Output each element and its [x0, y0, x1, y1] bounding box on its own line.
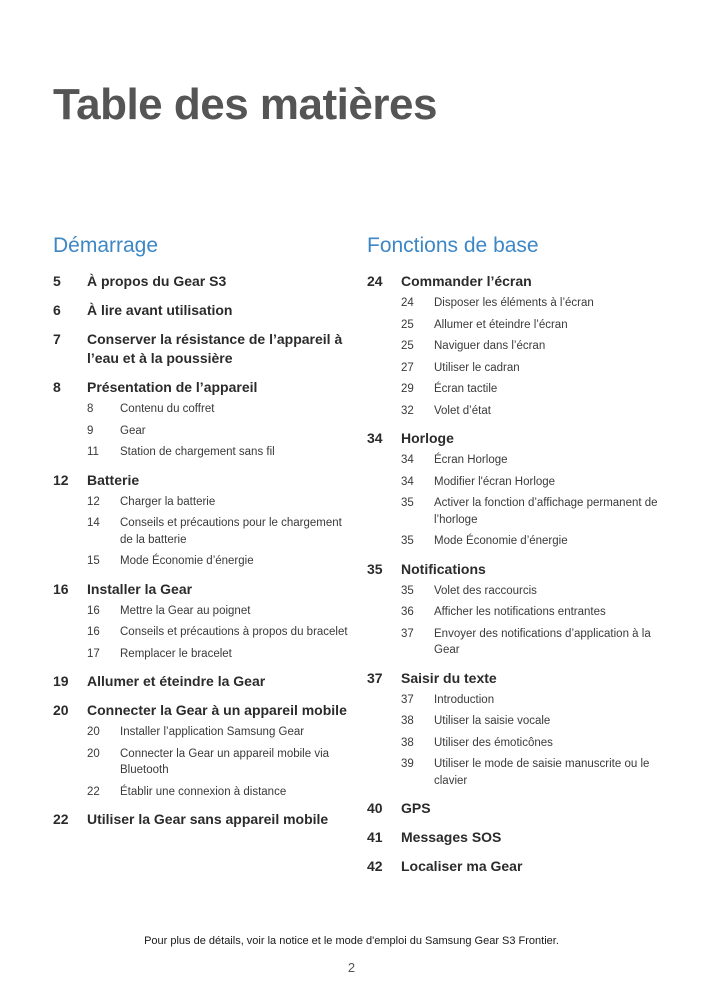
toc-entry-page-number: 8	[53, 379, 61, 395]
toc-subentry[interactable]	[401, 295, 667, 312]
toc-subentry[interactable]	[87, 724, 353, 741]
toc-entry[interactable]	[367, 799, 667, 818]
toc-subentry-page-number: 17	[87, 647, 100, 660]
toc-entry-link[interactable]: Messages SOS	[401, 829, 502, 845]
toc-subentry[interactable]	[401, 381, 667, 398]
toc-subentry-list	[401, 583, 667, 659]
toc-subentry-page-number: 36	[401, 606, 414, 618]
toc-entry-page-number: 22	[53, 811, 69, 827]
toc-entries	[53, 272, 353, 829]
toc-subentry[interactable]	[401, 735, 667, 752]
toc-entry-link[interactable]: Installer la Gear	[87, 580, 193, 597]
toc-subentry-link[interactable]: Disposer les éléments à l’écran	[434, 297, 594, 309]
toc-subentry-link[interactable]: Activer la fonction d’affichage permanent de l’horloge	[434, 497, 658, 526]
toc-subentry-page-number: 25	[401, 318, 414, 331]
toc-subentry-link[interactable]: Utiliser le cadran	[434, 361, 520, 374]
toc-subentry-list	[87, 401, 353, 461]
toc-subentry-page-number: 14	[87, 517, 100, 529]
toc-subentry-link[interactable]: Conseils et précautions pour le chargement de la batterie	[120, 517, 342, 546]
toc-subentry[interactable]	[401, 692, 667, 709]
section-heading: Fonctions de base	[367, 234, 539, 257]
toc-subentry[interactable]	[401, 360, 667, 377]
toc-subentry-page-number: 8	[87, 403, 94, 415]
toc-subentry-page-number: 35	[401, 535, 414, 547]
toc-subentry-list	[87, 603, 353, 663]
toc-entry-page-number: 19	[53, 673, 69, 689]
toc-entry-link[interactable]: Batterie	[87, 471, 140, 488]
toc-entry-page-number: 35	[367, 560, 383, 577]
toc-subentry-list	[87, 724, 353, 800]
toc-entry[interactable]	[53, 810, 353, 829]
toc-entry-block	[367, 669, 667, 790]
toc-entry-link[interactable]: À propos du Gear S3	[87, 273, 227, 289]
toc-entry-link[interactable]: Conserver la résistance de l’appareil à l’eau et à la poussière	[87, 331, 343, 366]
toc-entry[interactable]	[367, 429, 667, 448]
footer-note: Pour plus de détails, voir la notice et le mode d'emploi du Samsung Gear S3 Frontier.	[144, 935, 559, 947]
toc-entry-link[interactable]: Localiser ma Gear	[401, 858, 523, 874]
toc-subentry-list	[87, 494, 353, 570]
toc-entry-link[interactable]: Commander l’écran	[401, 273, 532, 289]
toc-column-demarrage	[53, 232, 353, 839]
toc-entry-block	[53, 672, 353, 691]
toc-subentry[interactable]	[401, 604, 667, 621]
toc-subentry[interactable]	[401, 626, 667, 659]
toc-entries	[367, 272, 667, 876]
toc-entry[interactable]	[367, 857, 667, 876]
toc-entry-block	[53, 580, 353, 663]
toc-subentry[interactable]	[87, 746, 353, 779]
toc-subentry[interactable]	[87, 603, 353, 620]
toc-entry-block	[367, 560, 667, 659]
toc-entry-link[interactable]: Horloge	[401, 430, 454, 446]
toc-entry[interactable]	[53, 471, 353, 490]
toc-subentry-link[interactable]: Volet des raccourcis	[434, 584, 537, 597]
toc-subentry-page-number: 27	[401, 361, 414, 374]
toc-column-fonctions-de-base	[367, 232, 667, 886]
toc-entry-link[interactable]: À lire avant utilisation	[87, 302, 233, 318]
toc-subentry-page-number: 15	[87, 555, 100, 567]
toc-entry-page-number: 41	[367, 829, 383, 845]
toc-subentry[interactable]	[401, 474, 667, 491]
toc-subentry[interactable]	[401, 756, 667, 789]
toc-subentry-page-number: 22	[87, 785, 100, 798]
toc-entry-link[interactable]: Utiliser la Gear sans appareil mobile	[87, 811, 329, 827]
toc-entry[interactable]	[367, 828, 667, 847]
toc-subentry-page-number: 24	[401, 297, 414, 309]
toc-subentry-link[interactable]: Introduction	[434, 693, 495, 706]
page-title: Table des matières	[53, 80, 437, 129]
toc-entry-block	[53, 810, 353, 829]
toc-entry-link[interactable]: Allumer et éteindre la Gear	[87, 673, 266, 689]
toc-subentry[interactable]	[401, 338, 667, 355]
toc-entry[interactable]	[53, 378, 353, 397]
toc-subentry-link[interactable]: Établir une connexion à distance	[120, 785, 287, 798]
toc-subentry-link[interactable]: Charger la batterie	[120, 495, 216, 508]
toc-entry-block	[53, 378, 353, 461]
toc-subentry[interactable]	[87, 646, 353, 663]
toc-subentry-page-number: 34	[401, 454, 414, 466]
toc-subentry[interactable]	[401, 533, 667, 550]
page-number: 2	[347, 960, 356, 975]
toc-subentry-page-number: 38	[401, 736, 414, 749]
toc-entry-page-number: 24	[367, 273, 383, 289]
toc-entry-page-number: 37	[367, 669, 383, 686]
toc-subentry[interactable]	[401, 403, 667, 420]
toc-entry[interactable]	[53, 672, 353, 691]
toc-entry-page-number: 34	[367, 430, 383, 446]
toc-subentry-link[interactable]: Mettre la Gear au poignet	[120, 604, 251, 617]
toc-entry-block	[367, 857, 667, 876]
toc-entry[interactable]	[367, 669, 667, 688]
toc-entry-link[interactable]: Saisir du texte	[401, 669, 497, 686]
toc-subentry-link[interactable]: Envoyer des notifications d’application à la Gear	[434, 627, 651, 656]
toc-entry[interactable]	[367, 272, 667, 291]
toc-subentry[interactable]	[401, 583, 667, 600]
toc-entry[interactable]	[53, 701, 353, 720]
toc-entry-block	[53, 701, 353, 800]
toc-subentry-link[interactable]: Remplacer le bracelet	[120, 647, 232, 660]
toc-subentry-page-number: 35	[401, 497, 414, 509]
toc-subentry-link[interactable]: Modifier l'écran Horloge	[434, 475, 556, 488]
toc-entry[interactable]	[53, 301, 353, 320]
toc-entry-link[interactable]: Présentation de l’appareil	[87, 379, 258, 395]
toc-subentry-page-number: 16	[87, 626, 100, 638]
toc-entry-block	[53, 272, 353, 291]
toc-subentry[interactable]	[87, 784, 353, 801]
toc-subentry-list	[401, 295, 667, 419]
toc-subentry-page-number: 25	[401, 340, 414, 352]
toc-subentry[interactable]	[401, 495, 667, 528]
toc-entry-page-number: 6	[53, 302, 61, 318]
toc-subentry-link[interactable]: Afficher les notifications entrantes	[434, 606, 606, 618]
toc-subentry-link[interactable]: Utiliser des émoticônes	[434, 736, 553, 749]
toc-entry-page-number: 40	[367, 800, 383, 816]
toc-subentry-list	[401, 692, 667, 790]
toc-subentry-page-number: 20	[87, 747, 100, 760]
toc-entry[interactable]	[53, 272, 353, 291]
toc-entry-page-number: 42	[367, 858, 383, 874]
toc-subentry[interactable]	[87, 494, 353, 511]
toc-subentry[interactable]	[87, 401, 353, 418]
toc-entry-link[interactable]: Connecter la Gear à un appareil mobile	[87, 702, 347, 718]
section-heading: Démarrage	[53, 234, 159, 257]
toc-subentry-page-number: 9	[87, 424, 94, 437]
toc-subentry-link[interactable]: Utiliser le mode de saisie manuscrite ou le clavier	[434, 758, 650, 787]
toc-entry-block	[53, 301, 353, 320]
toc-entry[interactable]	[367, 560, 667, 579]
toc-subentry-page-number: 38	[401, 715, 414, 727]
toc-entry[interactable]	[53, 330, 353, 368]
toc-subentry[interactable]	[401, 713, 667, 730]
toc-subentry-link[interactable]: Volet d’état	[434, 404, 491, 417]
toc-subentry-link[interactable]: Écran Horloge	[434, 454, 508, 466]
toc-subentry-link[interactable]: Écran tactile	[434, 383, 498, 395]
toc-subentry-link[interactable]: Mode Économie d’énergie	[120, 555, 254, 567]
toc-subentry-page-number: 34	[401, 475, 414, 488]
toc-subentry-link[interactable]: Contenu du coffret	[120, 403, 215, 415]
toc-subentry-page-number: 11	[87, 446, 99, 458]
toc-subentry-page-number: 12	[87, 495, 100, 508]
toc-entry-page-number: 20	[53, 702, 69, 718]
toc-subentry-link[interactable]: Gear	[120, 424, 146, 437]
toc-entry-page-number: 16	[53, 580, 69, 597]
toc-entry-link[interactable]: Notifications	[401, 560, 486, 577]
toc-subentry[interactable]	[401, 452, 667, 469]
toc-subentry-link[interactable]: Station de chargement sans fil	[120, 446, 275, 458]
toc-subentry-link[interactable]: Naviguer dans l’écran	[434, 340, 546, 352]
toc-subentry-link[interactable]: Utiliser la saisie vocale	[434, 715, 551, 727]
toc-entry-block	[367, 799, 667, 818]
toc-subentry-link[interactable]: Mode Économie d’énergie	[434, 535, 568, 547]
toc-subentry-page-number: 37	[401, 627, 414, 640]
toc-entry-page-number: 12	[53, 471, 69, 488]
toc-subentry-link[interactable]: Connecter la Gear un appareil mobile via Bluetooth	[120, 747, 330, 776]
toc-subentry[interactable]	[401, 317, 667, 334]
toc-subentry-page-number: 32	[401, 404, 414, 417]
toc-subentry-list	[401, 452, 667, 550]
toc-entry-block	[53, 330, 353, 368]
toc-subentry-page-number: 39	[401, 758, 414, 770]
toc-subentry[interactable]	[87, 515, 353, 548]
toc-subentry-page-number: 37	[401, 693, 414, 706]
toc-subentry-link[interactable]: Allumer et éteindre l’écran	[434, 318, 568, 331]
toc-subentry[interactable]	[87, 553, 353, 570]
toc-subentry-link[interactable]: Conseils et précautions à propos du bracelet	[120, 626, 348, 638]
toc-entry[interactable]	[53, 580, 353, 599]
toc-entry-block	[367, 272, 667, 419]
toc-subentry-link[interactable]: Installer l’application Samsung Gear	[120, 726, 305, 738]
toc-entry-page-number: 7	[53, 331, 61, 347]
toc-entry-link[interactable]: GPS	[401, 800, 431, 816]
toc-subentry-page-number: 35	[401, 584, 414, 597]
toc-subentry-page-number: 29	[401, 383, 414, 395]
toc-entry-block	[367, 429, 667, 550]
toc-entry-page-number: 5	[53, 273, 61, 289]
toc-subentry[interactable]	[87, 624, 353, 641]
toc-subentry[interactable]	[87, 423, 353, 440]
toc-subentry[interactable]	[87, 444, 353, 461]
toc-subentry-page-number: 20	[87, 726, 100, 738]
toc-entry-block	[53, 471, 353, 570]
toc-subentry-page-number: 16	[87, 604, 100, 617]
toc-entry-block	[367, 828, 667, 847]
